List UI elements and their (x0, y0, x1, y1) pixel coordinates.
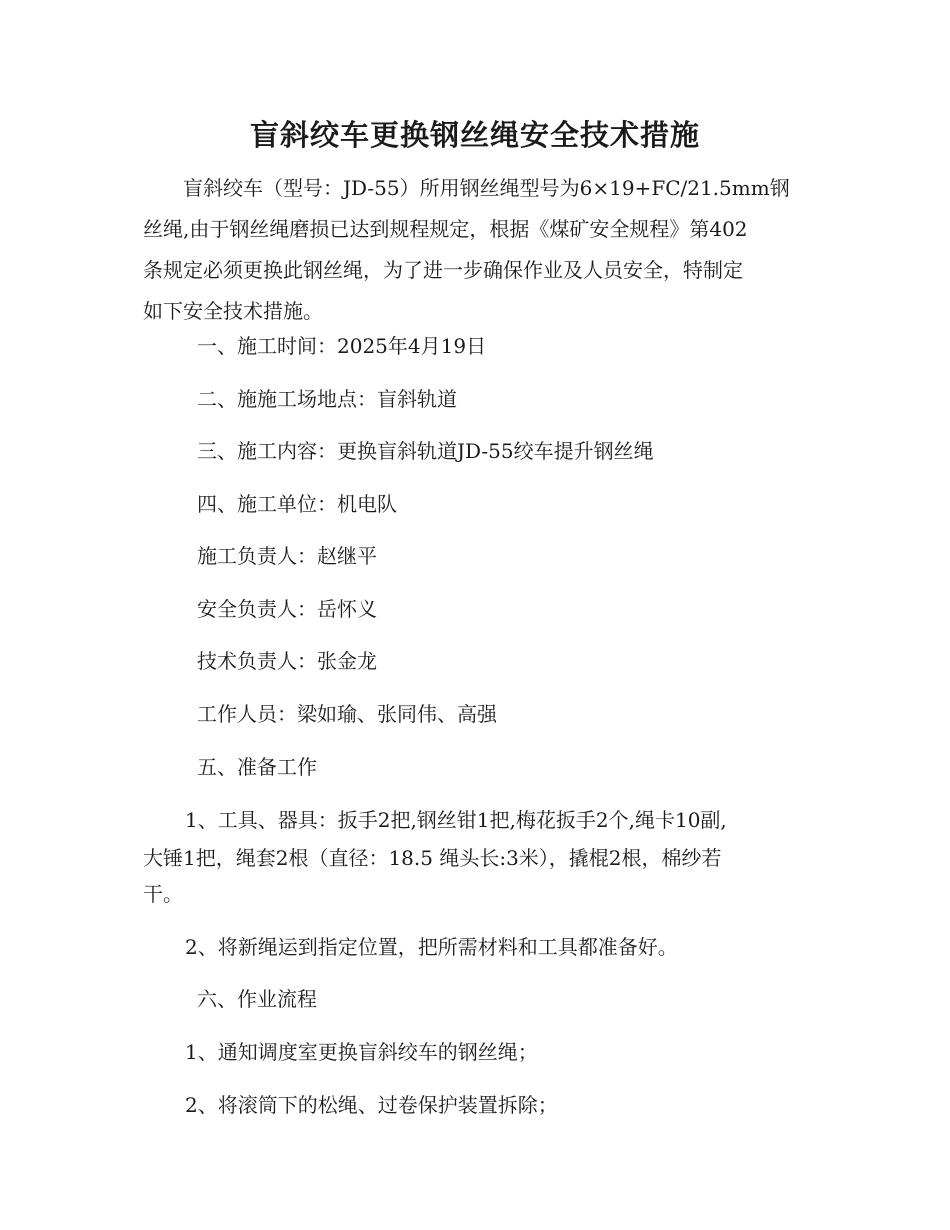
preparation-item-1-line-1: 1、工具、器具：扳手2把,钢丝钳1把,梅花扳手2个,绳卡10副, (185, 808, 727, 832)
workers: 工作人员：梁如瑜、张同伟、高强 (197, 702, 497, 726)
intro-line-2: 丝绳,由于钢丝绳磨损已达到规程规定，根据《煤矿安全规程》第402 (143, 217, 748, 241)
preparation-item-2: 2、将新绳运到指定位置，把所需材料和工具都准备好。 (185, 935, 678, 959)
workflow-item-2: 2、将滚筒下的松绳、过卷保护装置拆除； (185, 1093, 558, 1117)
intro-line-4: 如下安全技术措施。 (143, 299, 323, 323)
document-title: 盲斜绞车更换钢丝绳安全技术措施 (249, 118, 700, 152)
preparation-item-1-line-2: 大锤1把，绳套2根（直径：18.5 绳头长:3米），撬棍2根，棉纱若 (143, 846, 722, 870)
construction-content: 三、施工内容：更换盲斜轨道JD-55绞车提升钢丝绳 (197, 439, 654, 463)
technical-leader: 技术负责人：张金龙 (197, 649, 377, 673)
workflow-item-1: 1、通知调度室更换盲斜绞车的钢丝绳； (185, 1040, 538, 1064)
construction-unit: 四、施工单位：机电队 (197, 492, 397, 516)
workflow-heading: 六、作业流程 (197, 987, 317, 1011)
preparation-heading: 五、准备工作 (197, 755, 317, 779)
safety-leader: 安全负责人：岳怀义 (197, 597, 377, 621)
construction-leader: 施工负责人：赵继平 (197, 544, 377, 568)
preparation-item-1-line-3: 干。 (143, 882, 183, 906)
intro-paragraph (143, 168, 808, 332)
intro-line-1: 盲斜绞车（型号：JD-55）所用钢丝绳型号为6×19+FC/21.5mm钢 (143, 176, 790, 200)
construction-site: 二、施施工场地点：盲斜轨道 (197, 387, 457, 411)
intro-line-3: 条规定必须更换此钢丝绳，为了进一步确保作业及人员安全，特制定 (143, 258, 743, 282)
construction-time: 一、施工时间：2025年4月19日 (197, 334, 487, 358)
